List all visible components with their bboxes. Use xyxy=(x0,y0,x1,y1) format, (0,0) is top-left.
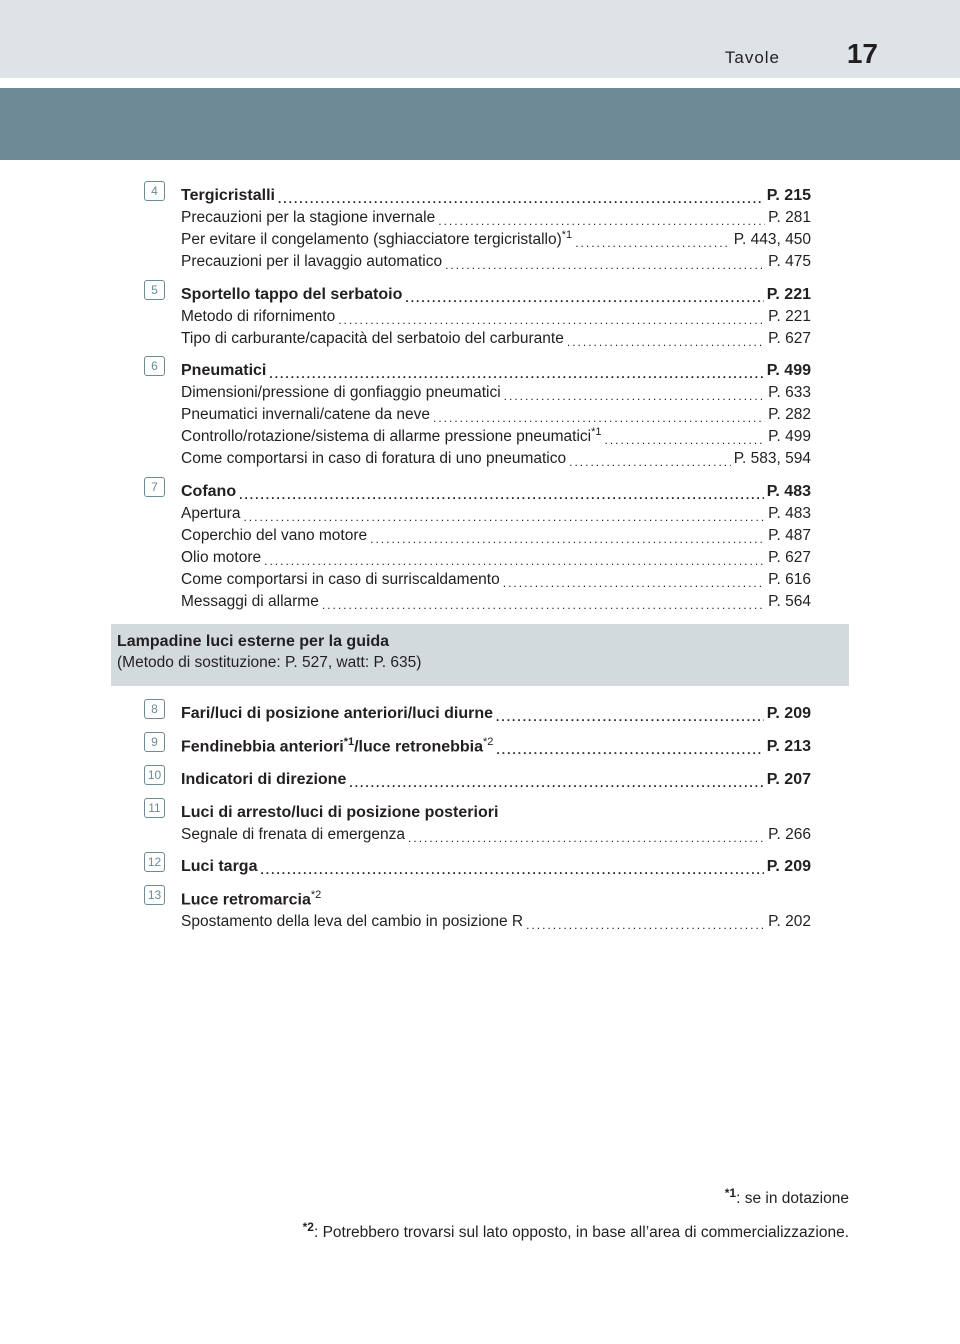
sub-page[interactable]: P. 499 xyxy=(768,428,811,445)
entry-page[interactable]: P. 221 xyxy=(766,286,811,303)
sub-label: Precauzioni per la stagione invernale xyxy=(181,209,436,226)
section-title: Lampadine luci esterne per la guida xyxy=(117,633,390,650)
entry-title: Tergicristalli xyxy=(181,187,275,204)
entry-number: 12 xyxy=(144,852,165,872)
sub-page[interactable]: P. 616 xyxy=(768,571,811,588)
sub-page[interactable]: P. 281 xyxy=(768,209,811,226)
sub-page[interactable]: P. 475 xyxy=(768,253,811,270)
entry-number: 5 xyxy=(144,280,165,300)
sub-label: Segnale di frenata di emergenza xyxy=(181,826,406,843)
sub-label: Come comportarsi in caso di surriscaldamento xyxy=(181,571,500,588)
footnote-mark: *1 xyxy=(591,425,602,438)
entry-title: Indicatori di direzione xyxy=(181,771,347,788)
footnote-mark: *2 xyxy=(302,1220,314,1234)
entry-title: Fari/luci di posizione anteriori/luci diurne xyxy=(181,705,494,722)
sub-label: Olio motore xyxy=(181,549,262,566)
entry-number: 4 xyxy=(144,181,165,201)
entry-number: 10 xyxy=(144,765,165,785)
entry-title: Fendinebbia anteriori$^{*1}$/luce retronebbia$^{*2}$ xyxy=(181,735,494,755)
sub-label: Spostamento della leva del cambio in posizione R xyxy=(181,913,524,930)
sub-label: Precauzioni per il lavaggio automatico xyxy=(181,253,443,270)
sub-page[interactable]: P. 583, 594 xyxy=(733,450,811,467)
footnote-2 xyxy=(303,1220,849,1242)
entry-luci-arresto xyxy=(148,798,811,844)
sub-page[interactable]: P. 202 xyxy=(768,913,811,930)
sub-label: Per evitare il congelamento (sghiacciatore tergicristallo)$^{*1}$ xyxy=(181,228,573,248)
entry-title: Cofano xyxy=(181,483,237,500)
sub-page[interactable]: P. 633 xyxy=(768,384,811,401)
section-lampadine xyxy=(111,624,849,686)
sub-page[interactable]: P. 282 xyxy=(768,406,811,423)
sub-page[interactable]: P. 221 xyxy=(768,308,811,325)
header-strip xyxy=(0,0,960,78)
page-number: 17 xyxy=(846,38,878,69)
footnote-text: : Potrebbero trovarsi sul lato opposto, in base all’area di commercializzazione. xyxy=(313,1224,849,1242)
sub-page[interactable]: P. 627 xyxy=(768,330,811,347)
sub-label: Dimensioni/pressione di gonfiaggio pneumatici xyxy=(181,384,501,401)
footnote-mark: *2 xyxy=(310,888,322,901)
entry-number: 8 xyxy=(144,699,165,719)
sub-page[interactable]: P. 487 xyxy=(768,527,811,544)
sub-page[interactable]: P. 266 xyxy=(768,826,811,843)
header-band xyxy=(0,88,960,160)
entry-number: 9 xyxy=(144,732,165,752)
sub-label: Metodo di rifornimento xyxy=(181,308,336,325)
entry-title: Luce retromarcia$^{*2}$ xyxy=(181,888,322,908)
entry-tergicristalli xyxy=(151,181,811,271)
sub-label: Controllo/rotazione/sistema di allarme pressione pneumatici$^{*1}$ xyxy=(181,425,602,445)
entry-page[interactable]: P. 209 xyxy=(766,705,811,722)
footnote-mark: *1 xyxy=(724,1186,737,1200)
sub-label: Come comportarsi in caso di foratura di uno pneumatico xyxy=(181,450,567,467)
entry-indicatori-direzione xyxy=(147,765,811,789)
entry-number: 13 xyxy=(144,885,165,905)
sub-label: Tipo di carburante/capacità del serbatoio del carburante xyxy=(181,330,564,347)
entry-number: 6 xyxy=(144,356,165,376)
entry-number: 7 xyxy=(144,477,165,497)
sub-page[interactable]: P. 483 xyxy=(768,505,811,522)
entry-fari xyxy=(151,699,811,723)
entry-title: Luci targa xyxy=(181,858,258,875)
entry-page[interactable]: P. 483 xyxy=(766,483,811,500)
entry-page[interactable]: P. 499 xyxy=(766,362,811,379)
entry-pneumatici xyxy=(151,356,811,468)
entry-luce-retromarcia xyxy=(147,885,811,931)
footnote-1 xyxy=(725,1186,849,1208)
entry-page[interactable]: P. 209 xyxy=(766,858,811,875)
entry-page[interactable]: P. 213 xyxy=(766,738,811,755)
sub-label: Pneumatici invernali/catene da neve xyxy=(181,406,431,423)
section-subtitle: (Metodo di sostituzione: P. 527, watt: P. 635) xyxy=(117,654,422,671)
entry-page[interactable]: P. 215 xyxy=(766,187,811,204)
entry-cofano xyxy=(151,477,811,611)
entry-title: Pneumatici xyxy=(181,362,267,379)
footnote-mark: *2 xyxy=(483,735,494,748)
entry-title: Sportello tappo del serbatoio xyxy=(181,286,403,303)
entry-page[interactable]: P. 207 xyxy=(766,771,811,788)
entry-luci-targa xyxy=(147,852,811,876)
sub-label: Messaggi di allarme xyxy=(181,593,319,610)
sub-label: Apertura xyxy=(181,505,241,522)
sub-page[interactable]: P. 627 xyxy=(768,549,811,566)
footnote-text: : se in dotazione xyxy=(736,1190,849,1208)
footnote-mark: *1 xyxy=(561,228,573,241)
entry-fendinebbia xyxy=(151,732,811,756)
entry-title: Luci di arresto/luci di posizione posteriori xyxy=(181,804,499,821)
entry-sportello-serbatoio xyxy=(151,280,811,348)
sub-page[interactable]: P. 443, 450 xyxy=(733,231,811,248)
section-header-title: Tavole xyxy=(724,48,780,67)
sub-label: Coperchio del vano motore xyxy=(181,527,368,544)
footnote-mark: *1 xyxy=(343,735,355,748)
entry-number: 11 xyxy=(144,798,165,818)
sub-page[interactable]: P. 564 xyxy=(768,593,811,610)
